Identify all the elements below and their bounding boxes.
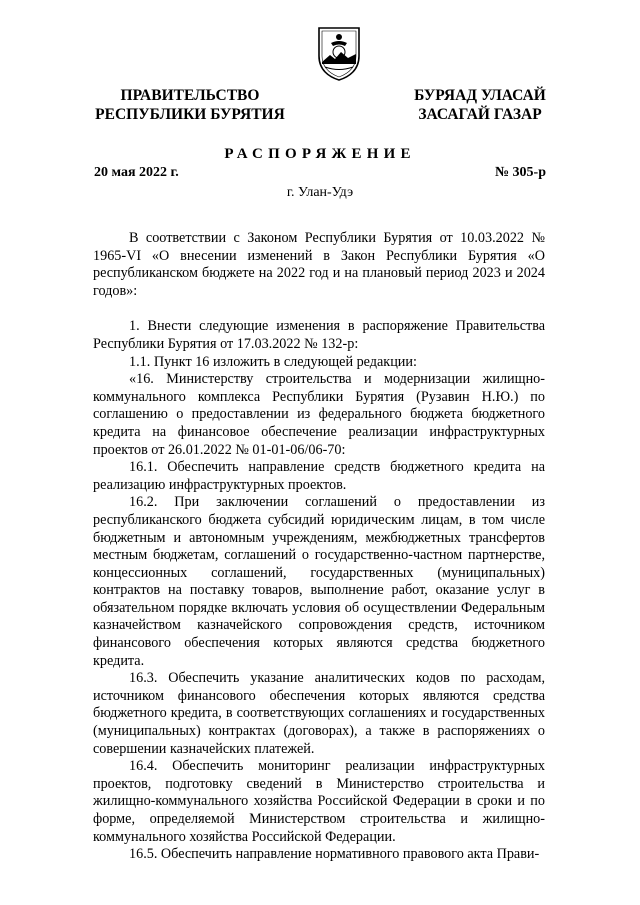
paragraph-1: 1. Внести следующие изменения в распоряжение Правительства Республики Бурятия от 17.03.2022 № 132-р: [93,318,545,352]
document-number: № 305-р [494,165,546,180]
government-name-bua-line2: ЗАСАГАЙ ГАЗАР [418,106,542,123]
paragraph-1-1: 1.1. Пункт 16 изложить в следующей редакции: [129,353,417,370]
paragraph-16-4: 16.4. Обеспечить мониторинг реализации инфраструктурных проектов, подготовку сведений в Министерство строительства и жилищно-коммунального хозяйства Российской Федерации в сроки и по форме, определяемой Министерством строительства и жилищно-коммунального хозяйства Российской Федерации. [93,758,545,845]
government-name-ru-line1: ПРАВИТЕЛЬСТВО [120,87,260,104]
government-name-ru [70,86,310,124]
paragraph-16-1: 16.1. Обеспечить направление средств бюджетного кредита на реализацию инфраструктурных проектов. [93,459,545,493]
paragraph-16-3: 16.3. Обеспечить указание аналитических кодов по расходам, источником финансового обеспечения которых являются средства бюджетного кредита, в соответствующих соглашениях и государственных (муниципальных) контрактах (договорах), а также в распоряжениях о совершении казначейских платежей. [93,670,545,757]
coat-of-arms-icon [315,22,363,82]
document-body [93,230,545,864]
document-date: 20 мая 2022 г. [94,165,179,180]
paragraph-16-5: 16.5. Обеспечить направление нормативного правового акта Прави- [129,846,540,863]
government-name-ru-line2: РЕСПУБЛИКИ БУРЯТИЯ [95,106,285,123]
paragraph-16-2: 16.2. При заключении соглашений о предоставлении из республиканского бюджета субсидий юридическим лицам, в том числе бюджетным и автономным учреждениям, межбюджетных трансфертов местным бюджетам, соглашений о государственно-частном партнерстве, концессионных соглашений, государственных (муниципальных) контрактов на поставку товаров, выполнение работ, оказание услуг в обязательном порядке включать условия об осуществлении Федеральным казначейством казначейского сопровождения средств, источником финансового обеспечения которых являются средства бюджетного кредита. [93,494,545,669]
government-name-bua [380,86,580,124]
government-name-bua-line1: БУРЯАД УЛАСАЙ [414,87,546,104]
document-city: г. Улан-Удэ [286,185,354,200]
paragraph-16: «16. Министерству строительства и модернизации жилищно-коммунального комплекса Республики Бурятия (Рузавин Н.Ю.) по соглашению о предоставлении из федерального бюджета бюджетного кредита на финансовое обеспечение реализации инфраструктурных проектов от 26.01.2022 № 01-01-06/06-70: [93,371,545,458]
document-title: РАСПОРЯЖЕНИЕ [224,146,416,162]
preamble-paragraph: В соответствии с Законом Республики Бурятия от 10.03.2022 № 1965-VI «О внесении изменений в Закон Республики Бурятия «О республиканском бюджете на 2022 год и на плановый период 2023 и 2024 годов»: [93,230,545,299]
